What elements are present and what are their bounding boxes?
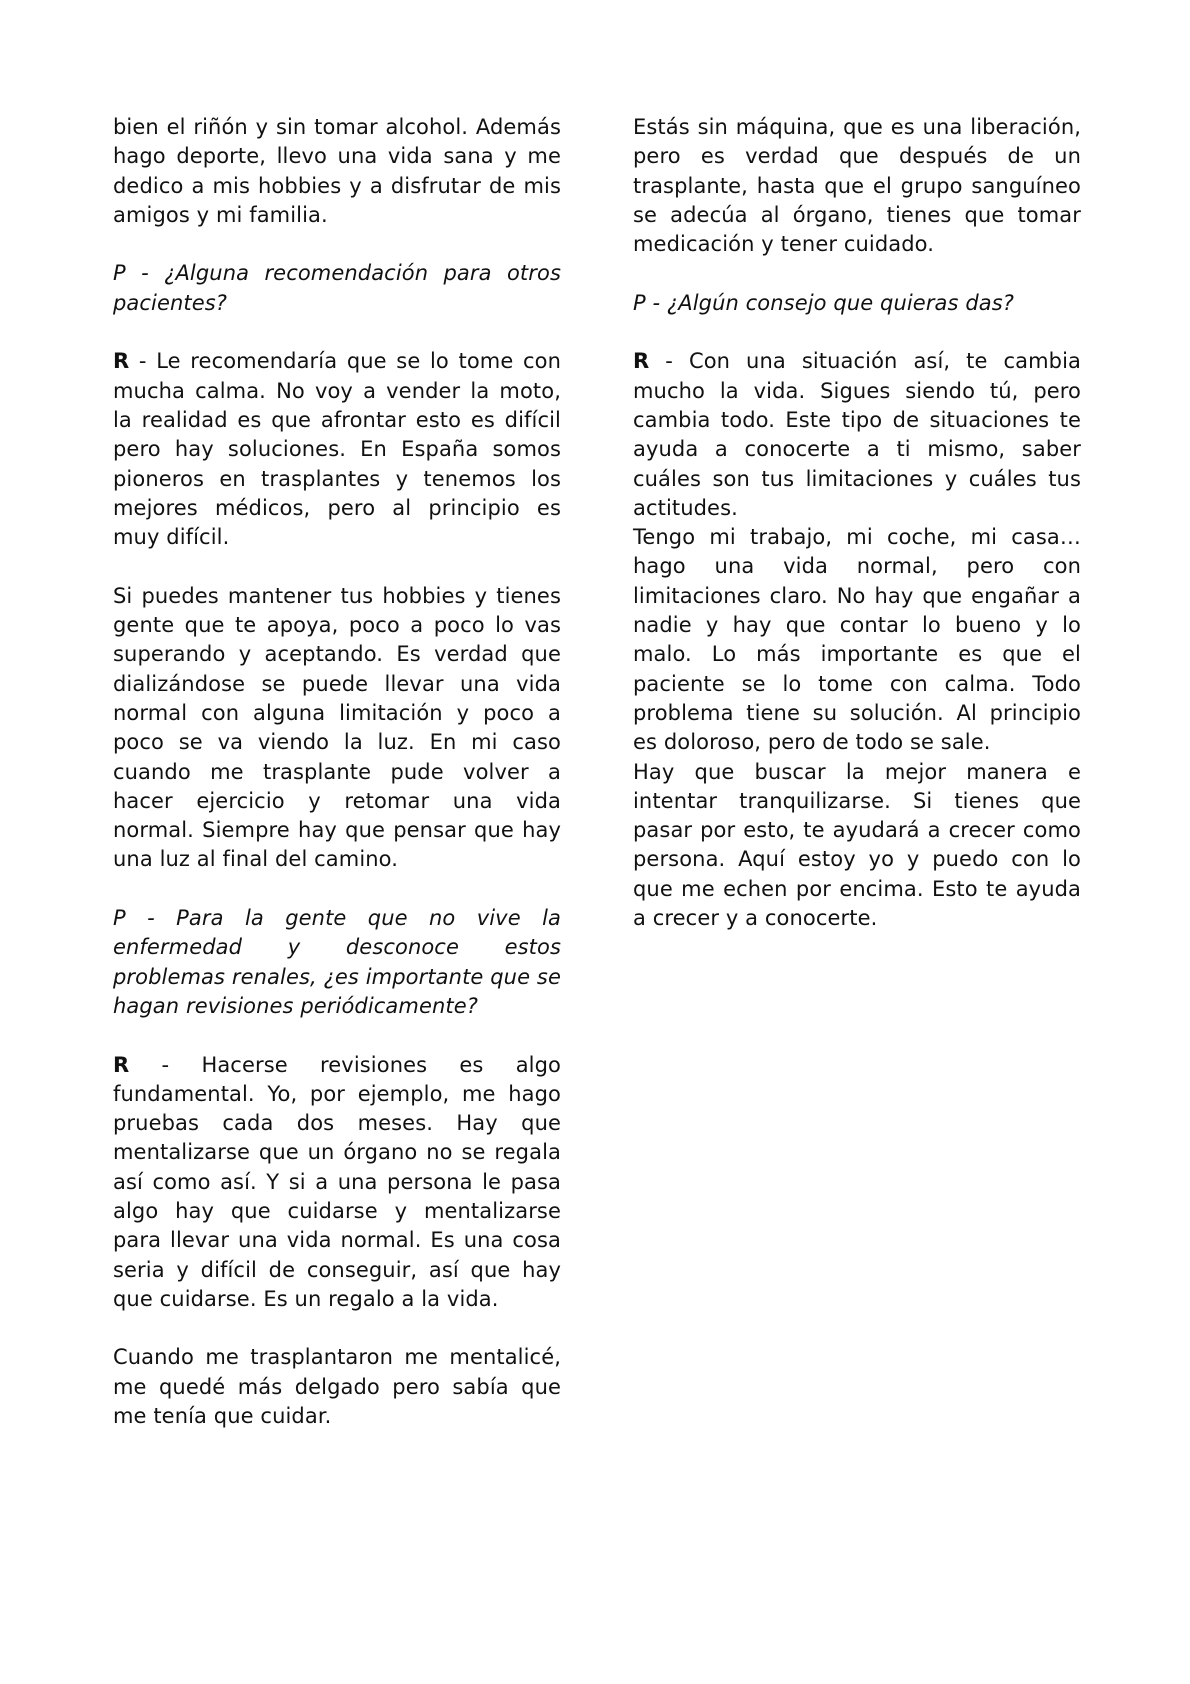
paragraph-hobbies: Si puedes mantener tus hobbies y tienes gente que te apoya, poco a poco lo vas superando y aceptando. Es verdad que dializándose se puede llevar una vida normal con alguna limitación y poco a poco se va viendo la luz. En mi caso cuando me trasplante pude volver a hacer ejercicio y retomar una vida normal. Siempre hay que pensar que hay una luz al final del camino. <box>113 583 561 872</box>
question-advice: P - ¿Algún consejo que quieras das? <box>633 290 1015 315</box>
right-column <box>633 113 1081 933</box>
speaker-label: R <box>633 349 650 374</box>
left-column <box>113 113 561 1461</box>
speaker-label: R <box>113 349 130 374</box>
answer-recommendation <box>113 347 561 552</box>
answer-text: - Hacerse revisiones es algo fundamental. Yo, por ejemplo, me hago pruebas cada dos meses. Hay que mentalizarse que un órgano no se regala así como así. Y si a una persona le pasa algo hay que cuidarse y mentalizarse para llevar una vida normal. Es una cosa seria y difícil de conseguir, así que hay que cuidarse. Es un regalo a la vida. <box>113 1052 561 1311</box>
question-revisions: P - Para la gente que no vive la enfermedad y desconoce estos problemas renales, ¿es importante que se hagan revisiones periódicamente? <box>113 906 561 1018</box>
paragraph-grow: Hay que buscar la mejor manera e intentar tranquilizarse. Si tienes que pasar por esto, te ayudará a crecer como persona. Aquí estoy yo y puedo con lo que me echen por encima. Esto te ayuda a crecer y a conocerte. <box>633 759 1081 931</box>
paragraph-normal-life: Tengo mi trabajo, mi coche, mi casa… hago una vida normal, pero con limitaciones claro. No hay que engañar a nadie y hay que contar lo bueno y lo malo. Lo más importante es que el paciente se lo tome con calma. Todo problema tiene su solución. Al principio es doloroso, pero de todo se sale. <box>633 525 1081 755</box>
answer-text: - Le recomendaría que se lo tome con mucha calma. No voy a vender la moto, la realidad es que afrontar esto es difícil pero hay soluciones. En España somos pioneros en trasplantes y tenemos los mejores médicos, pero al principio es muy difícil. <box>113 349 561 550</box>
answer-continuation-paragraph: bien el riñón y sin tomar alcohol. Además hago deporte, llevo una vida sana y me dedico a mis hobbies y a disfrutar de mis amigos y mi familia. <box>113 115 561 227</box>
speaker-label: R <box>113 1052 130 1077</box>
answer-revisions <box>113 1051 561 1315</box>
paragraph-machine: Estás sin máquina, que es una liberación, pero es verdad que después de un trasplante, hasta que el grupo sanguíneo se adecúa al órgano, tienes que tomar medicación y tener cuidado. <box>633 115 1081 257</box>
paragraph-transplant: Cuando me trasplantaron me mentalicé, me quedé más delgado pero sabía que me tenía que cuidar. <box>113 1345 561 1429</box>
answer-text: - Con una situación así, te cambia mucho la vida. Sigues siendo tú, pero cambia todo. Este tipo de situaciones te ayuda a conocerte a ti mismo, saber cuáles son tus limitaciones y cuáles tus actitudes. <box>633 349 1081 520</box>
question-recommendation: P - ¿Alguna recomendación para otros pacientes? <box>113 261 561 315</box>
answer-advice <box>633 347 1081 523</box>
